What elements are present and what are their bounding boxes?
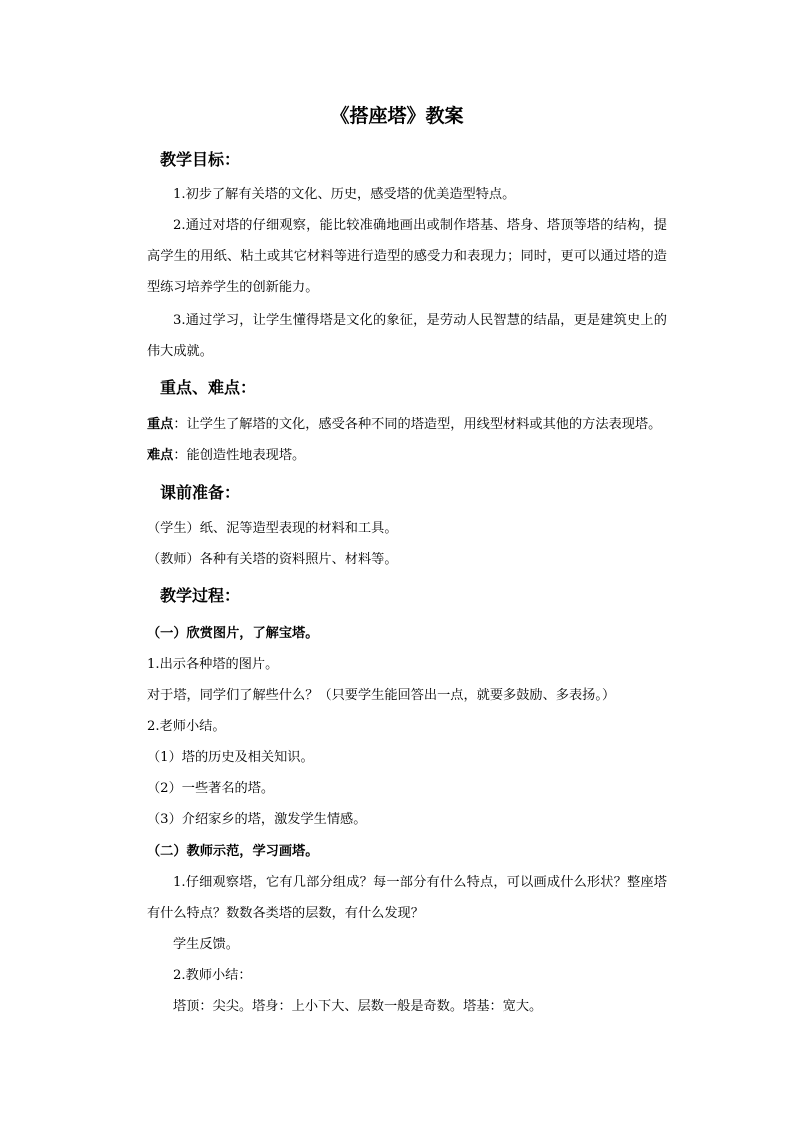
preparation-student: （学生）纸、泥等造型表现的材料和工具。 (147, 521, 398, 536)
process-part1-line: （1）塔的历史及相关知识。 (147, 750, 314, 765)
objective-3: 3.通过学习，让学生懂得塔是文化的象征，是劳动人民智慧的结晶，更是建筑史上的伟大成就。 (147, 313, 667, 359)
process-part2-question: 1.仔细观察塔，它有几部分组成？每一部分有什么特点，可以画成什么形状？整座塔有什么特点？数数各类塔的层数，有什么发现？ (147, 875, 667, 921)
key-point-text: ：让学生了解塔的文化，感受各种不同的塔造型，用线型材料或其他的方法表现塔。 (173, 417, 662, 432)
process-part1-line: 对于塔，同学们了解些什么？（只要学生能回答出一点，就要多鼓励、多表扬。） (147, 688, 616, 703)
key-point (147, 409, 667, 440)
process-part2-line: 学生反馈。 (173, 937, 239, 952)
process-part1-line: 1.出示各种塔的图片。 (147, 657, 279, 672)
difficulty-label: 难点 (147, 448, 174, 463)
objective-2: 2.通过对塔的仔细观察，能比较准确地画出或制作塔基、塔身、塔顶等塔的结构，提高学生的用纸、粘土或其它材料等进行造型的感受力和表现力；同时，更可以通过塔的造型练习培养学生的创新能力。 (147, 218, 667, 295)
objective-1: 1.初步了解有关塔的文化、历史，感受塔的优美造型特点。 (173, 187, 516, 202)
process-part2-line: 2.教师小结： (173, 968, 252, 983)
process-part1-line: （3）介绍家乡的塔，激发学生情感。 (147, 812, 367, 827)
key-point-label: 重点 (147, 417, 174, 432)
heading-process: 教学过程： (160, 586, 241, 605)
heading-key-points: 重点、难点： (160, 378, 257, 397)
preparation-teacher: （教师）各种有关塔的资料照片、材料等。 (147, 552, 398, 567)
document-title: 《搭座塔》教案 (330, 105, 464, 127)
difficulty-point (147, 440, 667, 471)
process-part1-line: 2.老师小结。 (147, 719, 226, 734)
heading-objectives: 教学目标： (160, 150, 241, 169)
process-part2-line: 塔顶：尖尖。塔身：上小下大、层数一般是奇数。塔基：宽大。 (173, 999, 543, 1014)
heading-preparation: 课前准备： (160, 483, 241, 502)
process-part1-title: （一）欣赏图片，了解宝塔。 (147, 626, 319, 641)
process-part1-line: （2）一些著名的塔。 (147, 781, 275, 796)
difficulty-text: ：能创造性地表现塔。 (173, 448, 306, 463)
process-part2-title: （二）教师示范，学习画塔。 (147, 844, 319, 859)
